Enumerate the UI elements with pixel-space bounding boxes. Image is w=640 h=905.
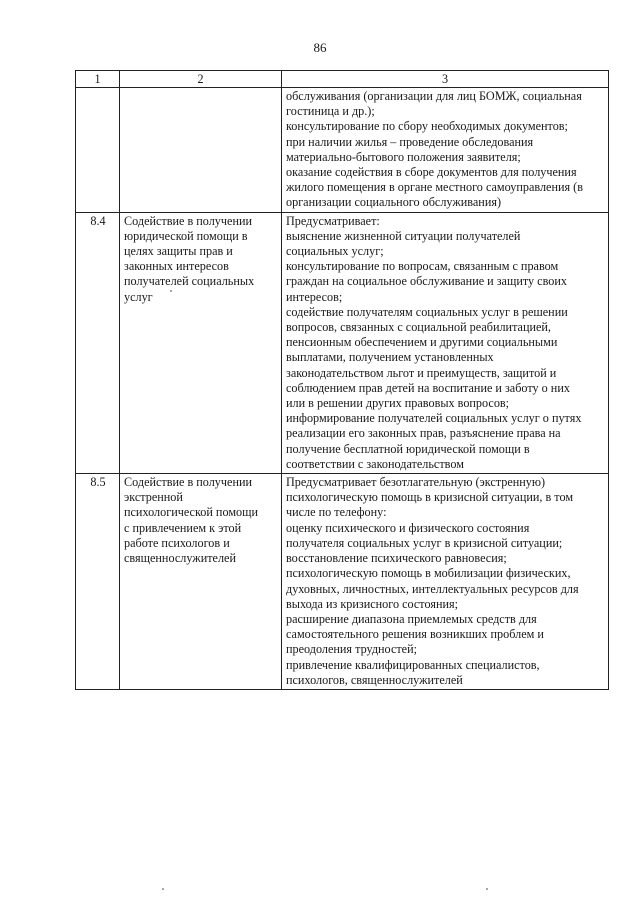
service-description-line: получателя социальных услуг в кризисной ситуации; [286, 535, 563, 550]
service-description-line: Предусматривает: [286, 213, 380, 228]
service-description-line: оказание содействия в сборе документов для получения [286, 165, 577, 180]
column-header-3: 3 [282, 71, 609, 88]
scan-speck [162, 888, 164, 890]
service-description-line: психологическую помощь в мобилизации физических, [286, 566, 571, 581]
service-description-line: соблюдением прав детей на воспитание и заботу о них [286, 380, 570, 395]
service-description-line: консультирование по вопросам, связанным с правом [286, 259, 559, 274]
service-description-line: информирование получателей социальных услуг о путях [286, 411, 582, 426]
service-name-line: законных интересов [124, 259, 229, 274]
service-description-line: выхода из кризисного состояния; [286, 596, 458, 611]
service-description-line: обслуживания (организации для лиц БОМЖ, социальная [286, 89, 582, 103]
service-description-line: выплатами, получением установленных [286, 350, 494, 365]
service-description-line: вопросов, связанных с социальной реабилитацией, [286, 320, 551, 335]
service-description-line: пенсионным обеспечением и другими социальными [286, 335, 558, 350]
column-header-1: 1 [76, 71, 120, 88]
table-row [76, 212, 609, 473]
service-description-line: материально-бытового положения заявителя; [286, 149, 521, 164]
service-description-line: расширение диапазона приемлемых средств для [286, 611, 537, 626]
scan-speck [486, 888, 488, 890]
table-header-row [76, 71, 609, 88]
service-description-line: духовных, личностных, интеллектуальных ресурсов для [286, 581, 579, 596]
service-name-line: Содействие в получении [124, 475, 253, 490]
service-description-line: получение бесплатной юридической помощи в [286, 441, 530, 456]
service-description-line: выяснение жизненной ситуации получателей [286, 228, 521, 243]
table-row [76, 88, 609, 213]
service-description-cell [282, 88, 609, 213]
service-name-line: экстренной [124, 490, 183, 505]
service-description-line: содействие получателям социальных услуг в решении [286, 304, 568, 319]
service-description-line: Предусматривает безотлагательную (экстренную) [286, 475, 546, 490]
service-name-line: работе психологов и [124, 535, 230, 550]
service-name-line: с привлечением к этой [124, 520, 242, 535]
service-description-line: преодоления трудностей; [286, 642, 417, 657]
scan-speck [170, 290, 172, 292]
service-description-line: при наличии жилья – проведение обследования [286, 134, 534, 149]
service-description-line: граждан на социальное обслуживание и защиту своих [286, 274, 567, 289]
services-table [75, 70, 609, 690]
service-description-line: психологическую помощь в кризисной ситуации, в том [286, 490, 574, 505]
service-name-line: юридической помощи в [124, 228, 248, 243]
service-description-line: восстановление психического равновесия; [286, 551, 507, 566]
service-description-line: привлечение квалифицированных специалистов, [286, 657, 540, 672]
service-description-line: психологов, священнослужителей [286, 672, 463, 687]
service-name-cell [120, 212, 282, 473]
page-number: 86 [313, 40, 327, 55]
service-description-line: интересов; [286, 289, 343, 304]
service-name-line: целях защиты прав и [124, 244, 233, 259]
service-description-line: или в решении других правовых вопросов; [286, 396, 510, 411]
service-description-line: реализации его законных прав, разъяснение права на [286, 426, 561, 441]
service-name-line: услуг [124, 289, 153, 304]
service-description-line: самостоятельного решения возникших проблем и [286, 627, 544, 642]
service-name-cell [120, 88, 282, 213]
service-description-line: гостиница и др.); [286, 104, 375, 119]
service-description-line: оценку психического и физического состояния [286, 520, 530, 535]
service-name-line: священнослужителей [124, 551, 236, 566]
service-description-line: социальных услуг; [286, 244, 384, 259]
service-description-line: консультирование по сбору необходимых документов; [286, 119, 568, 134]
row-number: 8.4 [76, 212, 120, 473]
service-description-cell [282, 474, 609, 690]
service-name-line: получателей социальных [124, 274, 255, 289]
service-description-line: законодательством льгот и преимуществ, защитой и [286, 365, 557, 380]
service-name-line: Содействие в получении [124, 213, 253, 228]
table-row [76, 474, 609, 690]
service-name-line: психологической помощи [124, 505, 259, 520]
service-description-line: числе по телефону: [286, 505, 387, 520]
service-description-line: жилого помещения в органе местного самоуправления (в [286, 180, 583, 195]
service-description-cell [282, 212, 609, 473]
service-name-cell [120, 474, 282, 690]
service-description-line: организации социального обслуживания) [286, 195, 502, 210]
column-header-2: 2 [120, 71, 282, 88]
row-number [76, 88, 120, 213]
service-description-line: соответствии с законодательством [286, 456, 464, 471]
row-number: 8.5 [76, 474, 120, 690]
